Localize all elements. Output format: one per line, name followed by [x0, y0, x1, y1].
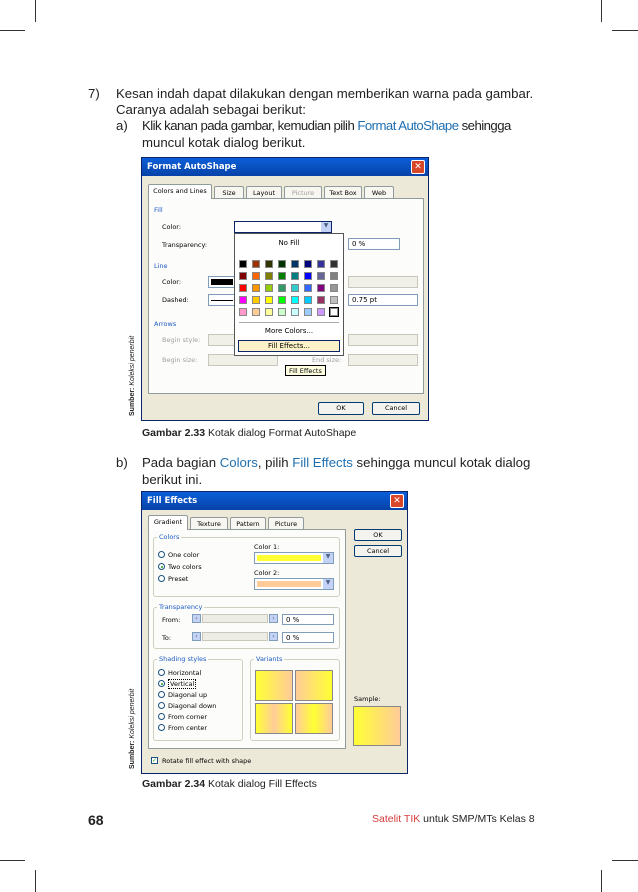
rotate-checkbox[interactable]: ✓ [152, 757, 158, 764]
crop-mark [0, 860, 25, 861]
figure-caption [142, 427, 356, 439]
close-icon[interactable]: ✕ [390, 494, 404, 508]
preset-label: Preset [168, 575, 189, 583]
color-swatch[interactable] [304, 308, 312, 316]
color-swatch[interactable] [239, 260, 247, 268]
color-swatch[interactable] [304, 260, 312, 268]
color-swatch[interactable] [252, 308, 260, 316]
color-swatch[interactable] [239, 272, 247, 280]
tooltip-text: Fill Effects [289, 367, 322, 375]
to-label: To: [162, 634, 172, 642]
tab-colors-and-lines[interactable]: Colors and Lines [148, 184, 212, 199]
color2-label: Color 2: [254, 569, 280, 577]
tab-picture[interactable]: Picture [284, 186, 322, 199]
step-text: muncul kotak dialog berikut. [142, 135, 306, 150]
variants-section-label: Variants [256, 655, 283, 663]
from-input[interactable] [282, 614, 334, 625]
step-text [142, 117, 511, 134]
one-color-label: One color [168, 551, 200, 559]
step-text-mid: , pilih [257, 455, 293, 470]
fill-effects-label: Fill Effects... [267, 342, 311, 350]
step-label: b) [116, 455, 128, 470]
color-swatch[interactable] [304, 284, 312, 292]
arrows-section-label: Arrows [154, 320, 177, 328]
from-label: From: [162, 616, 181, 624]
two-colors-radio[interactable] [158, 563, 202, 572]
transparency-input[interactable] [348, 238, 400, 250]
chevron-right-icon[interactable]: › [269, 632, 278, 641]
color2-dropdown[interactable] [254, 578, 334, 590]
end-size-label: End size: [312, 356, 342, 364]
chevron-right-icon[interactable]: › [269, 614, 278, 623]
transparency-value: 0 % [352, 240, 366, 248]
color-swatch[interactable] [291, 284, 299, 292]
to-value: 0 % [286, 634, 300, 642]
source-credit-bold: Sumber: [129, 387, 136, 416]
crop-mark [601, 870, 602, 892]
page-number: 68 [88, 812, 104, 828]
crop-mark [0, 30, 25, 31]
sample-preview [353, 706, 401, 746]
tab-pattern[interactable]: Pattern [230, 517, 266, 530]
begin-style-dropdown[interactable] [208, 334, 236, 346]
no-fill-label: No Fill [278, 239, 300, 247]
color-swatch[interactable] [265, 272, 273, 280]
color-swatch[interactable] [278, 308, 286, 316]
two-colors-label: Two colors [168, 563, 202, 571]
color-swatch[interactable] [291, 308, 299, 316]
variant-swatch[interactable] [295, 670, 333, 701]
from-slider-track[interactable] [202, 614, 268, 623]
color2-swatch [257, 581, 321, 587]
style-dropdown[interactable] [348, 276, 418, 288]
shading-from-corner-radio[interactable] [158, 713, 207, 722]
shading-from-center-radio[interactable] [158, 724, 207, 733]
variant-swatch[interactable] [295, 703, 333, 734]
shading-section-label: Shading styles [159, 655, 207, 663]
weight-value: 0.75 pt [352, 296, 377, 304]
tab-text-box[interactable]: Text Box [324, 186, 362, 199]
figure-caption [142, 778, 317, 790]
radio-selected-icon [158, 563, 165, 570]
tab-texture[interactable]: Texture [190, 517, 228, 530]
color-swatch[interactable] [278, 260, 286, 268]
shading-option-label: Diagonal up [168, 691, 208, 699]
colors-section-label: Colors [159, 533, 180, 541]
line-color-dropdown[interactable] [208, 276, 236, 288]
to-input[interactable] [282, 632, 334, 643]
dashed-label: Dashed: [162, 296, 189, 304]
ok-button[interactable]: OK [354, 529, 402, 541]
tab-picture[interactable]: Picture [268, 517, 304, 530]
color-swatch[interactable] [317, 296, 325, 304]
color-swatch[interactable] [317, 308, 325, 316]
variant-swatch[interactable] [255, 670, 293, 701]
radio-icon [158, 702, 165, 709]
line-color-label: Color: [162, 278, 182, 286]
step-text-post: sehingga muncul kotak dialog [352, 455, 531, 470]
to-slider-track[interactable] [202, 632, 268, 641]
tab-gradient[interactable]: Gradient [148, 515, 188, 530]
begin-style-label: Begin style: [162, 336, 201, 344]
color-popup [234, 233, 344, 356]
shading-option-label: From center [168, 724, 208, 732]
weight-input[interactable] [348, 294, 418, 306]
shading-option-label: Vertical [170, 680, 195, 688]
end-size-dropdown[interactable] [348, 354, 418, 366]
dialog-title: Format AutoShape [147, 162, 237, 172]
source-credit-text: Koleksi penerbit [129, 688, 136, 741]
color-swatch[interactable] [304, 296, 312, 304]
cancel-button[interactable]: Cancel [354, 545, 402, 557]
sample-label: Sample: [354, 695, 381, 703]
shading-option-label: Horizontal [168, 669, 202, 677]
radio-icon [158, 713, 165, 720]
color-swatch[interactable] [291, 260, 299, 268]
color-swatch[interactable] [330, 284, 338, 292]
tab-web[interactable]: Web [364, 186, 394, 199]
source-credit-bold: Sumber: [129, 740, 136, 769]
source-credit [129, 689, 136, 769]
step-text-pre: Klik kanan pada gambar, kemudian pilih [142, 118, 358, 133]
caption-number: Gambar 2.33 [142, 427, 206, 439]
color-swatch[interactable] [291, 296, 299, 304]
color1-swatch [257, 555, 321, 561]
color-swatch[interactable] [265, 296, 273, 304]
caption-text: Kotak dialog Format AutoShape [205, 427, 357, 439]
shading-diagonal-up-radio[interactable] [158, 691, 207, 700]
cancel-button[interactable]: Cancel [372, 402, 420, 415]
color-swatch[interactable] [252, 260, 260, 268]
item-text: Kesan indah dapat dilakukan dengan memberikan warna pada gambar. [116, 86, 534, 101]
shading-option-label: Diagonal down [168, 702, 217, 710]
shading-diagonal-down-radio[interactable] [158, 702, 216, 711]
chevron-down-icon[interactable]: ▼ [321, 222, 331, 232]
source-credit-text: Koleksi penerbit [129, 335, 136, 388]
step-text: berikut ini. [142, 472, 203, 487]
item-number: 7) [88, 86, 100, 101]
color-swatch[interactable] [239, 308, 247, 316]
close-icon[interactable]: ✕ [411, 160, 425, 174]
crop-mark [612, 30, 638, 31]
color-swatch[interactable] [317, 272, 325, 280]
color-swatch[interactable] [278, 284, 286, 292]
color-swatch[interactable] [330, 272, 338, 280]
step-text [142, 454, 530, 471]
dialog-title: Fill Effects [147, 496, 198, 506]
chevron-down-icon[interactable]: ▼ [323, 579, 333, 589]
radio-icon [158, 551, 165, 558]
format-autoshape-dialog [141, 157, 429, 421]
shading-horizontal-radio[interactable] [158, 669, 201, 678]
chevron-left-icon[interactable]: ‹ [192, 614, 201, 623]
one-color-radio[interactable] [158, 551, 199, 560]
color-swatch[interactable] [330, 260, 338, 268]
shading-vertical-radio[interactable] [158, 680, 196, 689]
color-swatch[interactable] [265, 284, 273, 292]
color-swatch[interactable] [291, 272, 299, 280]
tab-layout[interactable]: Layout [246, 186, 282, 199]
source-credit [129, 336, 136, 416]
color1-dropdown[interactable] [254, 552, 334, 564]
shading-option-label: From corner [168, 713, 208, 721]
color-swatch[interactable] [304, 272, 312, 280]
dialog-titlebar [142, 492, 407, 510]
radio-selected-icon [158, 680, 165, 687]
crop-mark [612, 860, 638, 861]
transparency-section-label: Transparency [159, 603, 203, 611]
color-swatch[interactable] [265, 260, 273, 268]
fill-color-dropdown[interactable] [234, 221, 332, 233]
radio-icon [158, 724, 165, 731]
color-swatch[interactable] [239, 284, 247, 292]
no-fill-option[interactable] [238, 238, 340, 249]
tab-size[interactable]: Size [214, 186, 244, 199]
rotate-label: Rotate fill effect with shape [162, 757, 252, 765]
color1-label: Color 1: [254, 543, 280, 551]
chevron-down-icon[interactable]: ▼ [323, 553, 333, 563]
color-swatch[interactable] [330, 308, 338, 316]
book-title-rest: untuk SMP/MTs Kelas 8 [420, 813, 535, 825]
more-colors-label: More Colors... [264, 327, 314, 335]
more-colors-option[interactable] [238, 326, 340, 337]
item-text: Caranya adalah sebagai berikut: [116, 102, 306, 117]
radio-icon [158, 669, 165, 676]
ok-button[interactable]: OK [318, 402, 364, 415]
color-swatch[interactable] [278, 272, 286, 280]
transparency-label: Transparency: [162, 241, 208, 249]
begin-size-label: Begin size: [162, 356, 198, 364]
popup-divider [239, 322, 339, 323]
color-swatch[interactable] [278, 296, 286, 304]
from-value: 0 % [286, 616, 300, 624]
fill-effects-option[interactable] [238, 340, 340, 352]
line-section-label: Line [154, 262, 168, 270]
color-swatch[interactable] [252, 272, 260, 280]
book-title [372, 813, 535, 825]
fill-color-label: Color: [162, 223, 182, 231]
step-text-post: sehingga [458, 118, 511, 133]
chevron-left-icon[interactable]: ‹ [192, 632, 201, 641]
color-swatch[interactable] [265, 308, 273, 316]
caption-text: Kotak dialog Fill Effects [205, 778, 317, 790]
crop-mark [35, 870, 36, 892]
crop-mark [35, 0, 36, 22]
color-swatch[interactable] [330, 296, 338, 304]
color-swatch[interactable] [317, 260, 325, 268]
radio-icon [158, 575, 165, 582]
fill-section-label: Fill [154, 206, 163, 214]
color-swatch[interactable] [252, 296, 260, 304]
variant-swatch[interactable] [255, 703, 293, 734]
crop-mark [601, 0, 602, 22]
step-text-highlight: Fill Effects [292, 455, 353, 470]
color-swatch[interactable] [239, 296, 247, 304]
dashed-dropdown[interactable] [208, 294, 236, 306]
fill-effects-tooltip [285, 365, 326, 376]
step-text-highlight: Format AutoShape [357, 118, 459, 133]
line-color-swatch [211, 279, 233, 285]
dialog-titlebar [142, 158, 428, 176]
step-text-highlight: Colors [219, 455, 258, 470]
dashed-swatch [211, 300, 233, 301]
color-swatch[interactable] [252, 284, 260, 292]
step-label: a) [116, 118, 128, 133]
radio-icon [158, 691, 165, 698]
color-swatch[interactable] [317, 284, 325, 292]
step-text-pre: Pada bagian [142, 455, 220, 470]
fill-effects-dialog [141, 491, 408, 774]
end-style-dropdown[interactable] [348, 334, 418, 346]
preset-radio[interactable] [158, 575, 188, 584]
color-swatch-grid [239, 260, 343, 322]
caption-number: Gambar 2.34 [142, 778, 206, 790]
book-title-highlight: Satelit TIK [372, 813, 421, 825]
